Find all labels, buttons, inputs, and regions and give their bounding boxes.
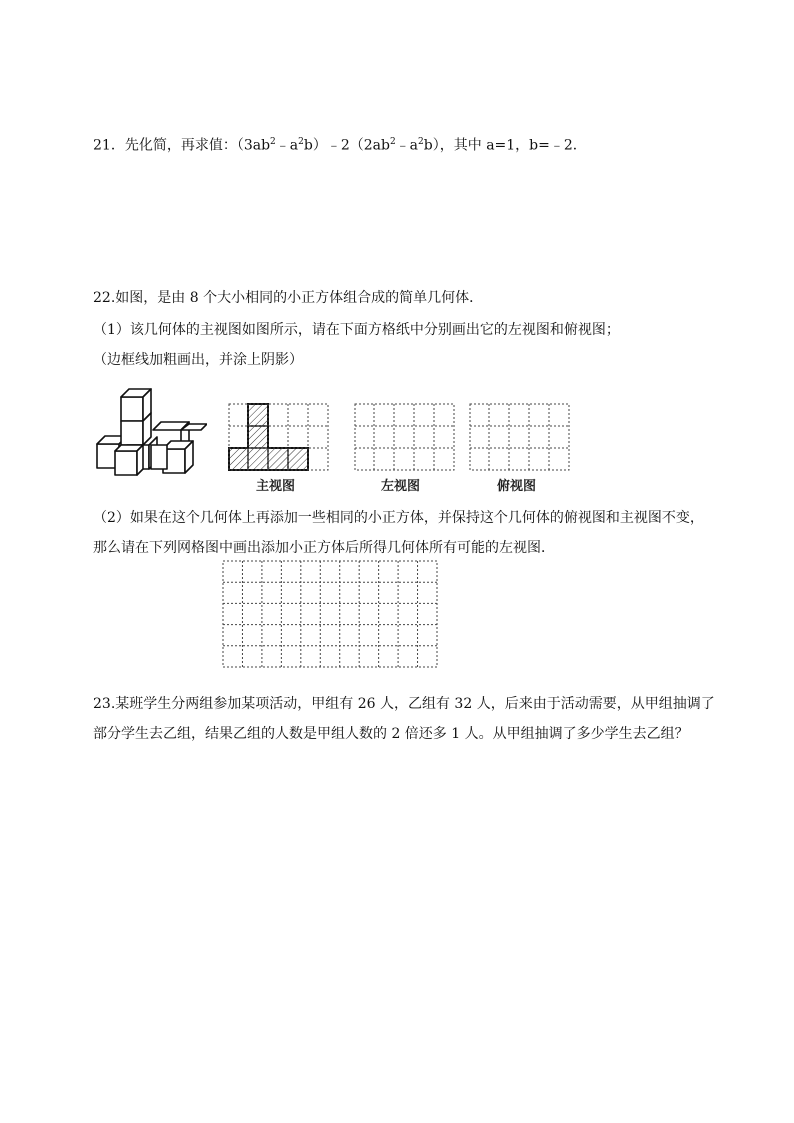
top-view-grid [469,403,571,471]
caption-left-view: 左视图 [381,479,421,494]
cube [121,389,151,421]
question-22-part2-line2: 那么请在下列网格图中画出添加小正方体后所得几何体所有可能的左视图． [93,540,555,556]
front-view-grid [228,403,330,471]
cube [115,445,143,475]
question-22-title: 22.如图，是由 8 个大小相同的小正方体组合成的简单几何体． [93,290,484,306]
question-23-line1: 23.某班学生分两组参加某项活动，甲组有 26 人，乙组有 32 人，后来由于活动需要，从甲组抽调了 [93,696,715,712]
caption-front-view: 主视图 [256,479,296,494]
question-22-part1-note: （边框线加粗画出，并涂上阴影） [93,352,303,368]
question-21: 21．先化简，再求值：$(3ab^2﹣a^2b)﹣2(2ab^2﹣a^2b)$，其中 a=1，b=﹣2． [93,137,587,154]
question-22-part1: （1）该几何体的主视图如图所示，请在下面方格纸中分别画出它的左视图和俯视图； [93,322,620,338]
left-view-grid [354,403,456,471]
question-23-line2: 部分学生去乙组，结果乙组的人数是甲组人数的 2 倍还多 1 人。从甲组抽调了多少学生去乙组？ [93,726,689,742]
caption-top-view: 俯视图 [497,479,537,494]
cube-solid-figure [95,385,207,477]
answer-grid [222,560,438,668]
question-22-part2-line1: （2）如果在这个几何体上再添加一些相同的小正方体，并保持这个几何体的俯视图和主视图不变， [93,510,704,526]
cube [151,445,167,469]
